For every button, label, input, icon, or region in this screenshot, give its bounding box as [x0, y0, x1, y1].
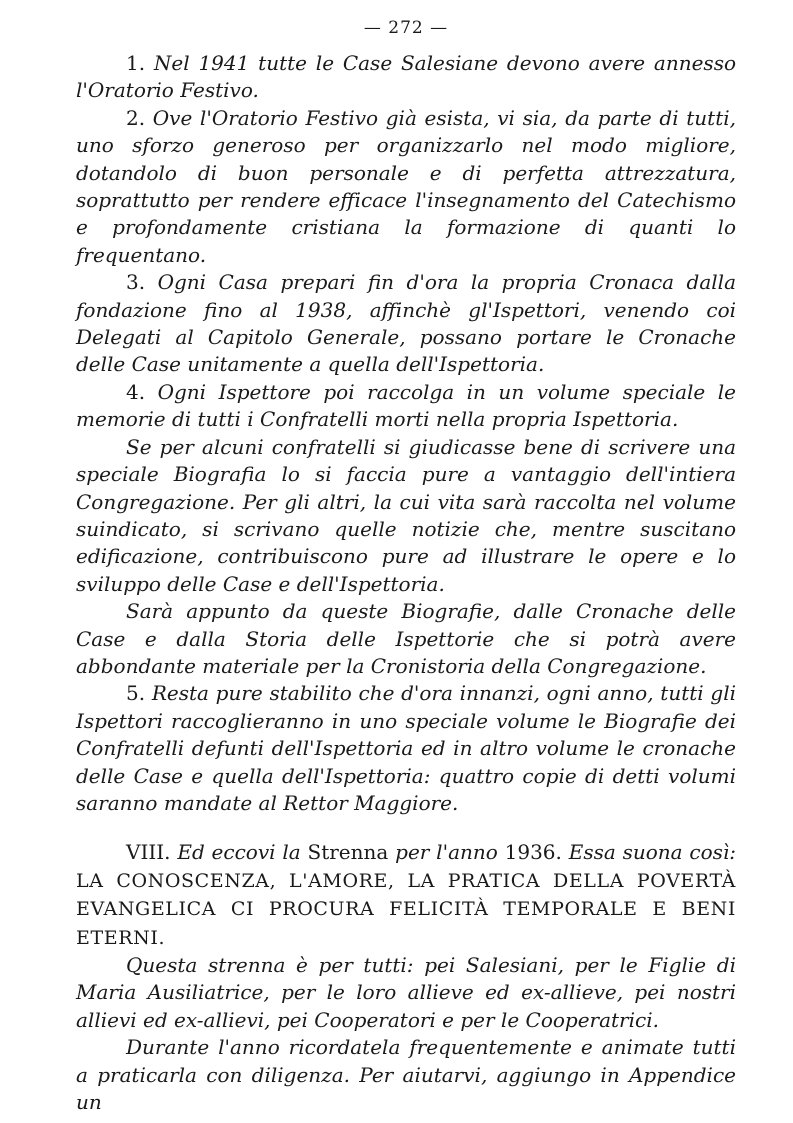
item-1 — [76, 50, 736, 105]
section-spacer — [76, 817, 736, 839]
item-3-number: 3. — [126, 270, 146, 295]
item-1-text: Nel 1941 tutte le Case Salesiane devono avere annesso l'Oratorio Festivo. — [76, 51, 736, 103]
item-3 — [76, 269, 736, 379]
section-viii-recipients: Questa strenna è per tutti: pei Salesiani, per le Figlie di Maria Ausiliatrice, per le loro allieve ed ex-allieve, pei nostri allievi ed ex-allievi, pei Cooperatori e per le Cooperatrici. — [76, 953, 736, 1032]
item-4 — [76, 379, 736, 434]
document-page — [76, 18, 736, 1116]
section-viii-year: 1936. — [504, 840, 562, 865]
item-5-text: Resta pure stabilito che d'ora innanzi, ogni anno, tutti gli Ispettori raccoglieranno in uno speciale volume le Biografie dei Confratelli defunti dell'Ispettoria ed in altro volume le cronache delle Case e quella dell'Ispettoria: quattro copie di detti volumi saranno mandate al Rettor Maggiore. — [76, 681, 737, 815]
item-4-number: 4. — [126, 379, 146, 404]
section-viii-intro — [76, 839, 736, 952]
section-viii-intro-b: Strenna — [307, 840, 389, 865]
item-4-paragraph-cronistoria: Sarà appunto da queste Biografie, dalle Cronache delle Case e dalla Storia delle Ispettorie che si potrà avere abbondante materiale per la Cronistoria della Congregazione. — [76, 599, 736, 678]
item-5-number: 5. — [126, 681, 146, 706]
item-1-number: 1. — [126, 51, 146, 75]
item-4-paragraph-biographies: Se per alcuni confratelli si giudicasse bene di scrivere una speciale Biografia lo si faccia pure a vantaggio dell'intiera Congregazione. Per gli altri, la cui vita sarà raccolta nel volume suindicato, si scrivano quelle notizie che, mentre suscitano edificazione, contribuiscono pure ad illustrare le opere e lo sviluppo delle Case e dell'Ispettoria. — [76, 434, 736, 596]
section-viii-intro-a: Ed eccovi la — [177, 840, 301, 865]
strenna-motto: LA CONOSCENZA, L'AMORE, LA PRATICA DELLA POVERTÀ EVANGELICA CI PROCURA FELICITÀ TEMPORALE E BENI ETERNI. — [76, 869, 736, 949]
item-2 — [76, 105, 736, 269]
item-2-number: 2. — [126, 105, 146, 130]
page-number: — 272 — — [363, 18, 449, 38]
section-viii-numeral: VIII. — [126, 840, 171, 865]
item-2-text: Ove l'Oratorio Festivo già esista, vi sia, da parte di tutti, uno sforzo generoso per organizzarlo nel modo migliore, dotandolo di buon personale e di perfetta attrezzatura, soprattutto per rendere efficace l'insegnamento del Catechismo e profondamente cristiana la formazione di quanti lo frequentano. — [76, 105, 736, 267]
section-viii-closing: Durante l'anno ricordatela frequentemente e animate tutti a praticarla con diligenza. Per aiutarvi, aggiungo in Appendice un — [76, 1035, 736, 1115]
item-4-text: Ogni Ispettore poi raccolga in un volume speciale le memorie di tutti i Confratelli morti nella propria Ispettoria. — [76, 379, 736, 432]
item-5 — [76, 680, 736, 817]
section-viii-intro-d: Essa suona così: — [568, 840, 737, 865]
section-viii-intro-c: per l'anno — [395, 840, 498, 865]
item-3-text: Ogni Casa prepari fin d'ora la propria Cronaca dalla fondazione fino al 1938, affinchè gl'Ispettori, venendo coi Delegati al Capitolo Generale, possano portare le Cronache delle Case unitamente a quella dell'Ispettoria. — [76, 270, 737, 377]
